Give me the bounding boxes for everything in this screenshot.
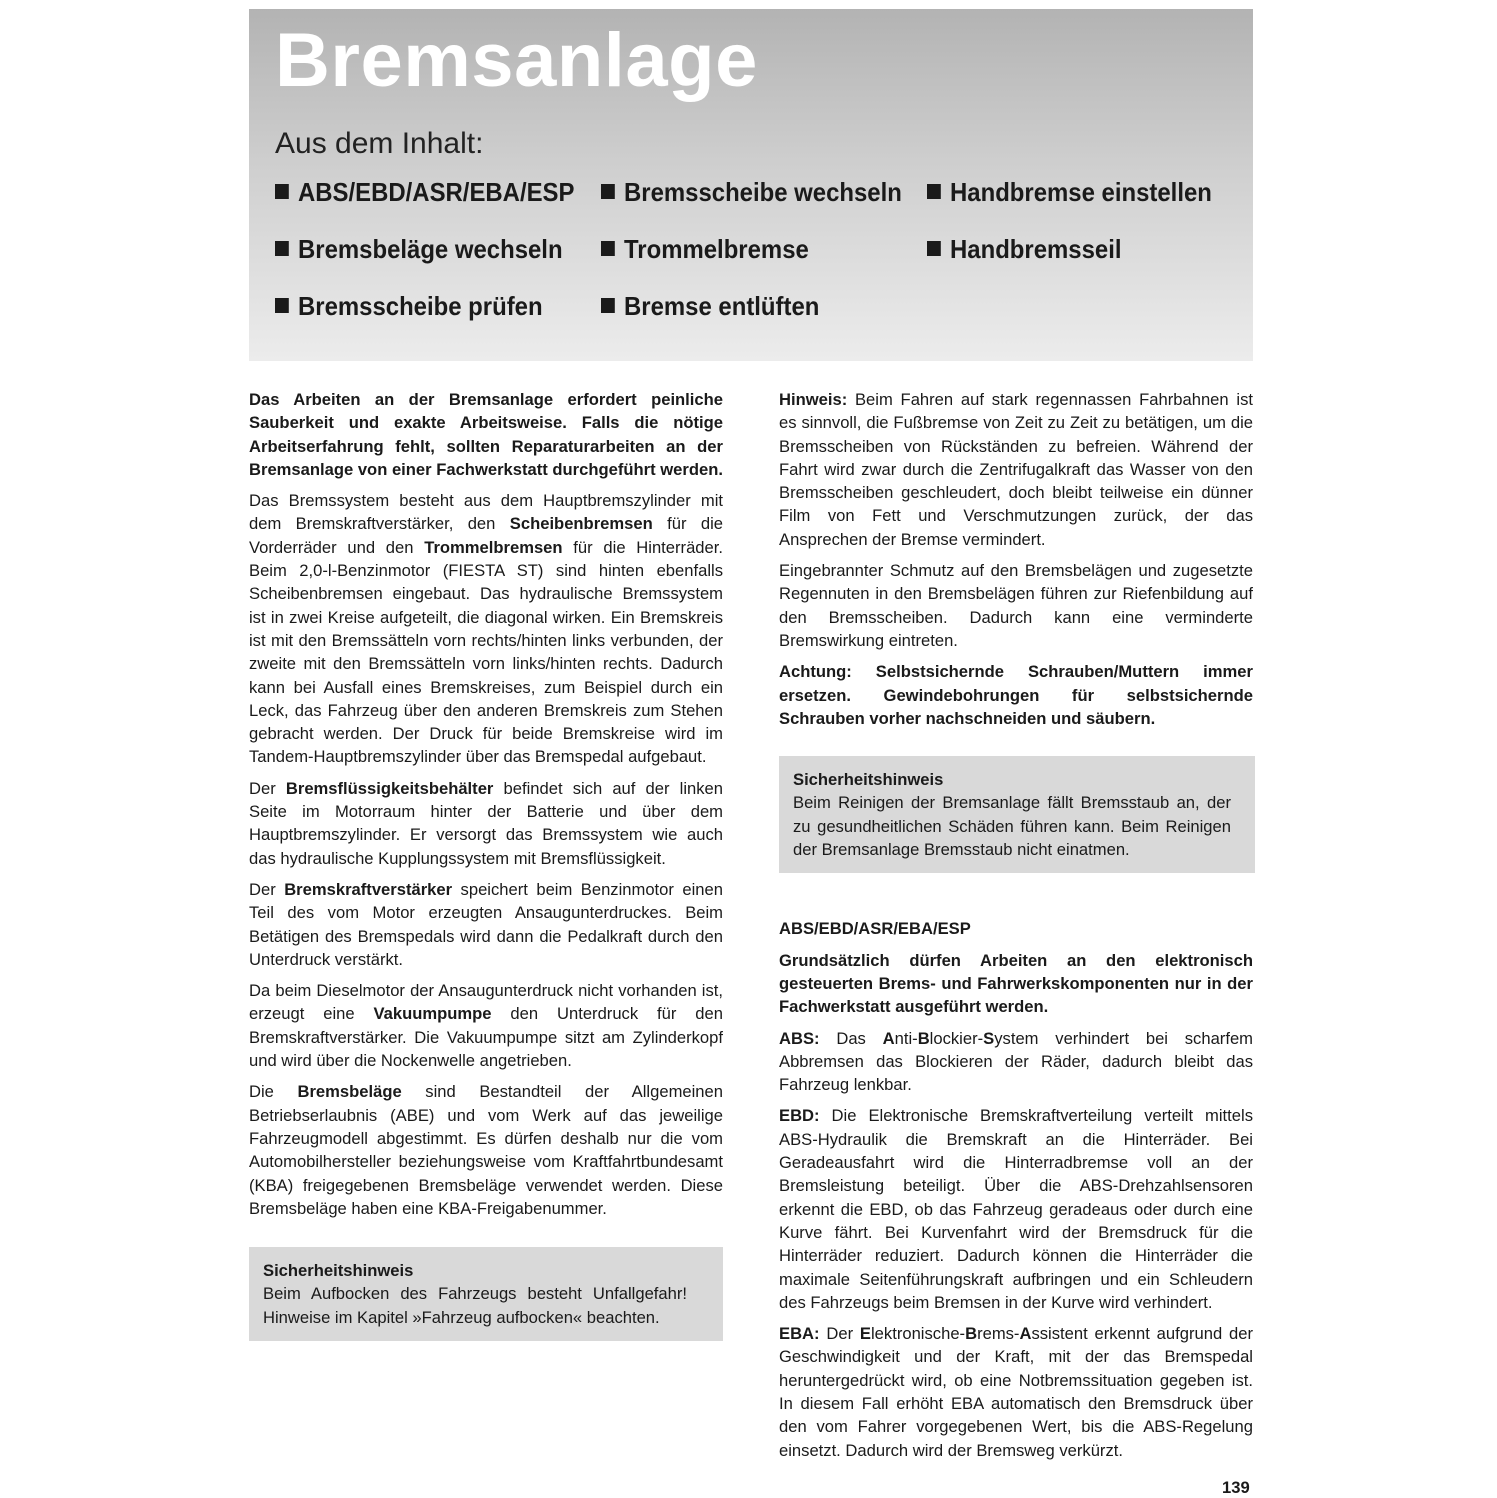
square-bullet-icon (927, 241, 941, 256)
brake-pads-paragraph: Die Bremsbeläge sind Bestandteil der Allgemeinen Betriebserlaubnis (ABE) und vom Werk auf das jeweilige Fahrzeugmodell abgestimmt. Es dürfen deshalb nur die vom Automobilhersteller beziehungsweise vom Kraftfahrtbundesamt (KBA) freigegebenen Bremsbeläge verwendet werden. Diese Bremsbeläge haben eine KBA-Freigabenummer. (249, 1082, 723, 1218)
toc-item: Bremse entlüften (601, 293, 819, 319)
brake-booster-paragraph: Der Bremskraftverstärker speichert beim Benzinmotor einen Teil des vom Motor erzeugten Ansaugunterdruckes. Beim Betätigen des Bremspedals wird dann die Pedalkraft durch den Unterdruck verstärkt. (249, 879, 723, 969)
safety-notice (249, 1247, 723, 1341)
electronics-warning-paragraph: Grundsätzlich dürfen Arbeiten an den elektronisch gesteuerten Brems- und Fahrwerkskomponenten nur in der Fachwerkstatt ausgeführt werden. (779, 950, 1253, 1017)
toc-item: Bremsbeläge wechseln (275, 236, 563, 262)
safety-notice-title: Sicherheitshinweis (793, 770, 944, 790)
intro-paragraph: Das Arbeiten an der Bremsanlage erfordert peinliche Sauberkeit und exakte Arbeitsweise. Falls die nötige Arbeitserfahrung fehlt, sollten Reparaturarbeiten an der Bremsanlage von einer Fachwerkstatt durchgeführt werden. (249, 390, 723, 479)
contents-subtitle: Aus dem Inhalt: (275, 127, 484, 160)
toc-item: Bremsscheibe wechseln (601, 179, 902, 205)
header-band (249, 9, 1253, 361)
safety-notice-title: Sicherheitshinweis (263, 1261, 414, 1281)
square-bullet-icon (275, 241, 289, 256)
toc-item: ABS/EBD/ASR/EBA/ESP (275, 179, 574, 205)
safety-notice-text: Beim Reinigen der Bremsanlage fällt Bremsstaub an, der zu gesundheitlichen Schäden führen kann. Beim Reinigen der Bremsanlage Bremsstaub nicht einatmen. (793, 793, 1231, 860)
ebd-paragraph: EBD: Die Elektronische Bremskraftverteilung verteilt mittels ABS-Hydraulik die Bremskraft an die Hinterräder. Bei Geradeausfahrt wird die Hinterradbremse voll an der Bremsleistung beteiligt. Über die ABS-Drehzahlsensoren erkennt die EBD, ob das Fahrzeug geradeaus oder durch eine Kurve fährt. Bei Kurvenfahrt wird der Bremsdruck für die Hinterräder reduziert. Dadurch können die Hinterräder die maximale Seitenführungskraft aufbringen und ein Schleudern des Fahrzeugs beim Bremsen in der Kurve wird verhindert. (779, 1106, 1253, 1312)
abs-paragraph: ABS: Das Anti-Blockier-System verhindert bei scharfem Abbremsen das Blockieren der Räder, dadurch bleibt das Fahrzeug lenkbar. (779, 1028, 1253, 1095)
square-bullet-icon (601, 184, 615, 199)
caution-paragraph: Achtung: Selbstsichernde Schrauben/Muttern immer ersetzen. Gewindebohrungen für selbstsichernde Schrauben vorher nachschneiden und säubern. (779, 662, 1253, 728)
hint-paragraph: Hinweis: Beim Fahren auf stark regennassen Fahrbahnen ist es sinnvoll, die Fußbremse von Zeit zu Zeit zu betätigen, um die Bremsscheiben von Rückständen zu befreien. Während der Fahrt wird zwar durch die Zentrifugalkraft das Wasser von den Bremsscheiben geschleudert, doch bleibt teilweise ein dünner Film von Fett und Verschmutzungen zurück, der das Ansprechen der Bremse vermindert. (779, 390, 1253, 549)
square-bullet-icon (601, 241, 615, 256)
toc-item: Trommelbremse (601, 236, 809, 262)
safety-notice (779, 756, 1255, 873)
page-number: 139 (1222, 1478, 1250, 1497)
left-column (249, 388, 723, 1341)
square-bullet-icon (601, 298, 615, 313)
square-bullet-icon (275, 298, 289, 313)
safety-notice-text: Beim Aufbocken des Fahrzeugs besteht Unfallgefahr! Hinweise im Kapitel »Fahrzeug aufbocken« beachten. (263, 1284, 687, 1327)
right-column (779, 388, 1253, 1470)
fluid-reservoir-paragraph: Der Bremsflüssigkeitsbehälter befindet sich auf der linken Seite im Motorraum hinter der Batterie und über dem Hauptbremszylinder. Er versorgt das Bremssystem wie auch das hydraulische Kupplungssystem mit Bremsflüssigkeit. (249, 778, 723, 868)
dirt-paragraph: Eingebrannter Schmutz auf den Bremsbelägen und zugesetzte Regennuten in den Bremsbelägen führen zur Riefenbildung auf den Bremsscheiben. Dadurch kann eine verminderte Bremswirkung eintreten. (779, 561, 1253, 650)
section-heading: ABS/EBD/ASR/EBA/ESP (779, 919, 971, 939)
square-bullet-icon (275, 184, 289, 199)
brake-system-paragraph: Das Bremssystem besteht aus dem Hauptbremszylinder mit dem Bremskraftverstärker, den Scheibenbremsen für die Vorderräder und den Trommelbremsen für die Hinterräder. Beim 2,0-l-Benzinmotor (FIESTA ST) sind hinten ebenfalls Scheibenbremsen eingebaut. Das hydraulische Bremssystem ist in zwei Kreise aufgeteilt, die diagonal wirken. Ein Bremskreis ist mit den Bremssätteln vorn rechts/hinten links verbunden, der zweite mit den Bremssätteln vorn links/hinten rechts. Dadurch kann bei Ausfall eines Bremskreises, zum Beispiel durch ein Leck, das Fahrzeug über den anderen Bremskreis zum Stehen gebracht werden. Der Druck für beide Bremskreise wird im Tandem-Hauptbremszylinder über das Bremspedal aufgebaut. (249, 491, 723, 767)
toc-item: Handbremsseil (927, 236, 1121, 262)
square-bullet-icon (927, 184, 941, 199)
eba-paragraph: EBA: Der Elektronische-Brems-Assistent erkennt aufgrund der Geschwindigkeit und der Kraft, mit der das Bremspedal heruntergedrückt wird, ob eine Notbremssituation gegeben ist. In diesem Fall erhöht EBA automatisch den Bremsdruck über den vom Fahrer vorgegebenen Wert, bis die ABS-Regelung einsetzt. Dadurch wird der Bremsweg verkürzt. (779, 1324, 1253, 1460)
vacuum-pump-paragraph: Da beim Dieselmotor der Ansaugunterdruck nicht vorhanden ist, erzeugt eine Vakuumpumpe den Unterdruck für den Bremskraftverstärker. Die Vakuumpumpe sitzt am Zylinderkopf und wird über die Nockenwelle angetrieben. (249, 981, 723, 1071)
toc-item: Handbremse einstellen (927, 179, 1212, 205)
page-title: Bremsanlage (275, 18, 758, 103)
toc-item: Bremsscheibe prüfen (275, 293, 543, 319)
